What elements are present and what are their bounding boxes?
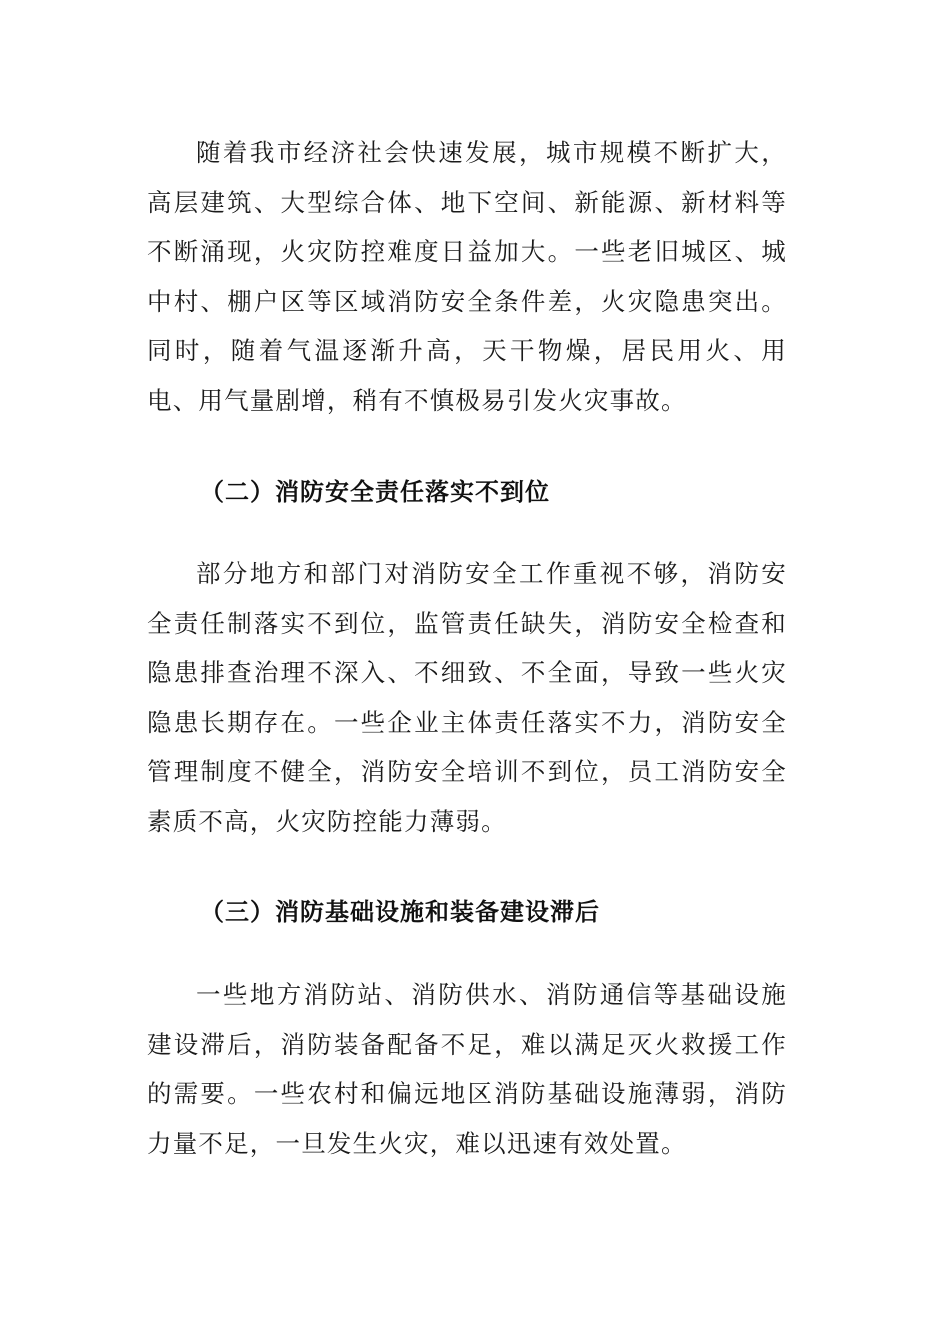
body-paragraph-fire-risk: 随着我市经济社会快速发展，城市规模不断扩大，高层建筑、大型综合体、地下空间、新能源、新材料等不断涌现，火灾防控难度日益加大。一些老旧城区、城中村、棚户区等区域消防安全条件差，火灾隐患突出。同时，随着气温逐渐升高，天干物燥，居民用火、用电、用气量剧增，稍有不慎极易引发火灾事故。: [147, 138, 787, 415]
body-paragraph-infrastructure: 一些地方消防站、消防供水、消防通信等基础设施建设滞后，消防装备配备不足，难以满足灭火救援工作的需要。一些农村和偏远地区消防基础设施薄弱，消防力量不足，一旦发生火灾，难以迅速有效处置。: [147, 980, 787, 1158]
body-paragraph-responsibility: 部分地方和部门对消防安全工作重视不够，消防安全责任制落实不到位，监管责任缺失，消防安全检查和隐患排查治理不深入、不细致、不全面，导致一些火灾隐患长期存在。一些企业主体责任落实不力，消防安全管理制度不健全，消防安全培训不到位，员工消防安全素质不高，火灾防控能力薄弱。: [147, 559, 787, 836]
section-heading-responsibility: （二）消防安全责任落实不到位: [200, 478, 550, 506]
section-heading-infrastructure: （三）消防基础设施和装备建设滞后: [200, 898, 600, 926]
